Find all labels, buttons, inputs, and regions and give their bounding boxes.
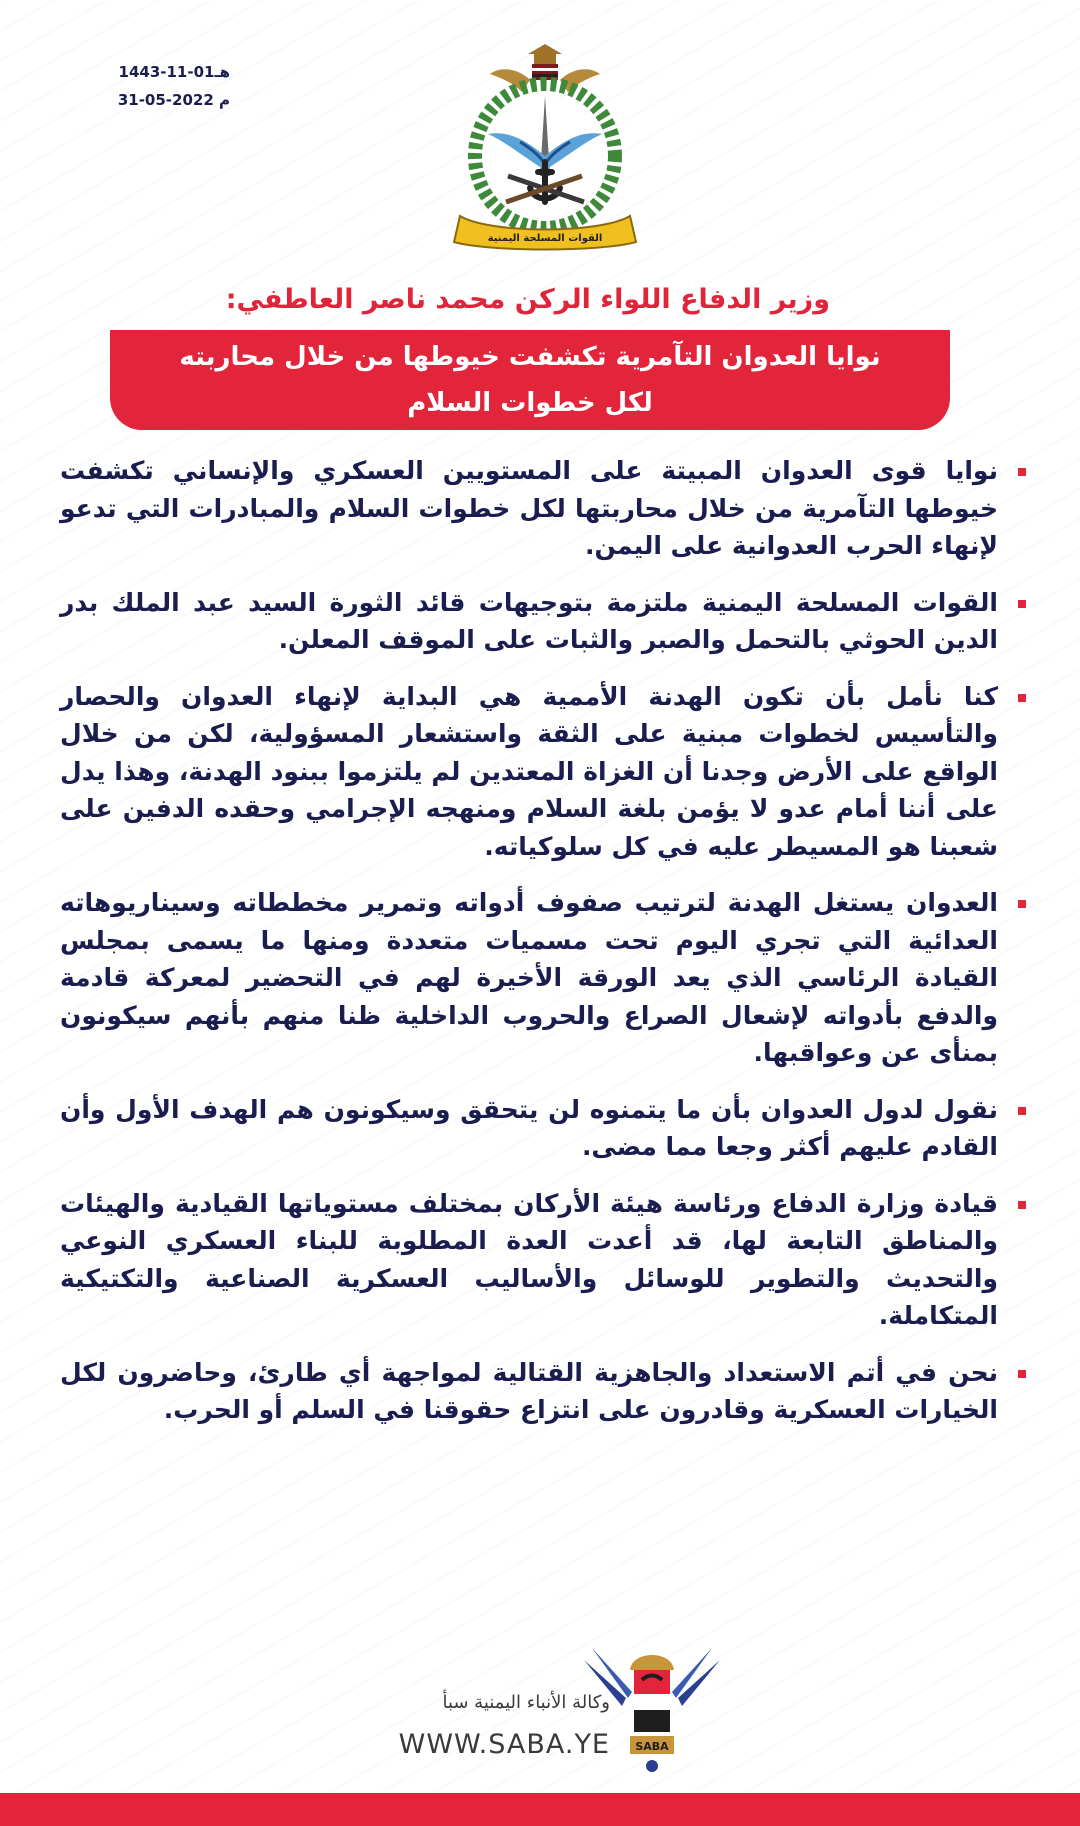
point-text: القوات المسلحة اليمنية ملتزمة بتوجيهات قائد الثورة السيد عبد الملك بدر الدين الحوثي بالتحمل والصبر والثبات على الموقف المعلن. bbox=[60, 587, 998, 654]
agency-name: وكالة الأنباء اليمنية سبأ bbox=[442, 1692, 610, 1713]
banner-line-2: لكل خطوات السلام bbox=[407, 388, 653, 418]
red-bullet-icon bbox=[1018, 600, 1026, 608]
saba-logo-text: SABA bbox=[635, 1740, 669, 1753]
statement-point bbox=[60, 1354, 1030, 1429]
agency-website: WWW.SABA.YE bbox=[398, 1729, 610, 1760]
date-block bbox=[80, 58, 230, 114]
point-text: نحن في أتم الاستعداد والجاهزية القتالية لمواجهة أي طارئ، وحاضرون لكل الخيارات العسكرية وقادرون على انتزاع حقوقنا في السلم أو الحرب. bbox=[60, 1357, 998, 1424]
red-bullet-icon bbox=[1018, 900, 1026, 908]
title-banner bbox=[110, 330, 950, 430]
red-bullet-icon bbox=[1018, 694, 1026, 702]
red-bullet-icon bbox=[1018, 1107, 1026, 1115]
statement-point bbox=[60, 1091, 1030, 1166]
armed-forces-emblem bbox=[450, 38, 640, 258]
agency-credit bbox=[320, 1690, 610, 1768]
point-text: نوايا قوى العدوان المبيتة على المستويين العسكري والإنساني تكشفت خيوطها التآمرية من خلال محاربتها لكل خطوات السلام والمبادرات التي تدعو لإنهاء الحرب العدوانية على اليمن. bbox=[60, 456, 998, 560]
statement-point bbox=[60, 452, 1030, 565]
point-text: نقول لدول العدوان بأن ما يتمنوه لن يتحقق وسيكونون هم الهدف الأول وأن القادم عليهم أكثر وجعا مما مضى. bbox=[60, 1094, 998, 1161]
statement-point bbox=[60, 1185, 1030, 1335]
gregorian-date: 31-05-2022 م bbox=[117, 91, 230, 109]
saba-logo-icon bbox=[582, 1640, 722, 1780]
point-text: العدوان يستغل الهدنة لترتيب صفوف أدواته وتمرير مخططاته وسيناريوهاته العدائية التي تجري اليوم تحت مسميات متعددة ومنها ما يسمى بمجلس القيادة الرئاسي الذي يعد الورقة الأخيرة لهم في التحضير لمعركة قادمة والدفع بأدواته لإشعال الصراع والحروب الداخلية ظنا منهم بأنهم سيكونون بمنأى عن وعواقبها. bbox=[60, 888, 998, 1067]
statement-point bbox=[60, 678, 1030, 866]
banner-line-1: نوايا العدوان التآمرية تكشفت خيوطها من خلال محاربته bbox=[179, 342, 881, 372]
statement-points bbox=[60, 452, 1030, 1448]
red-bullet-icon bbox=[1018, 1370, 1026, 1378]
red-bullet-icon bbox=[1018, 1201, 1026, 1209]
footer-bar bbox=[0, 1793, 1080, 1826]
point-text: كنا نأمل بأن تكون الهدنة الأممية هي البداية لإنهاء العدوان والحصار والتأسيس لخطوات مبنية على الثقة واستشعار المسؤولية، لكن من خلال الواقع على الأرض وجدنا أن الغزاة المعتدين لم يلتزموا ببنود الهدنة، وهذا يدل على أننا أمام عدو لا يؤمن بلغة السلام ومنهجه الإجرامي وحقده الدفين على شعبنا هو المسيطر عليه في كل سلوكياته. bbox=[60, 681, 998, 861]
statement-point bbox=[60, 584, 1030, 659]
headline: وزير الدفاع اللواء الركن محمد ناصر العاطفي: bbox=[225, 284, 830, 315]
hijri-date: 1443-11-01هـ bbox=[118, 63, 230, 81]
point-text: قيادة وزارة الدفاع ورئاسة هيئة الأركان بمختلف مستوياتها القيادية والهيئات والمناطق التابعة لها، قد أعدت العدة المطلوبة للبناء العسكري النوعي والتحديث والتطوير للوسائل والأساليب العسكرية الصناعية والتكتيكية المتكاملة. bbox=[60, 1188, 998, 1330]
emblem-banner-text: القوات المسلحة اليمنية bbox=[487, 233, 603, 244]
red-bullet-icon bbox=[1018, 468, 1026, 476]
statement-point bbox=[60, 884, 1030, 1072]
